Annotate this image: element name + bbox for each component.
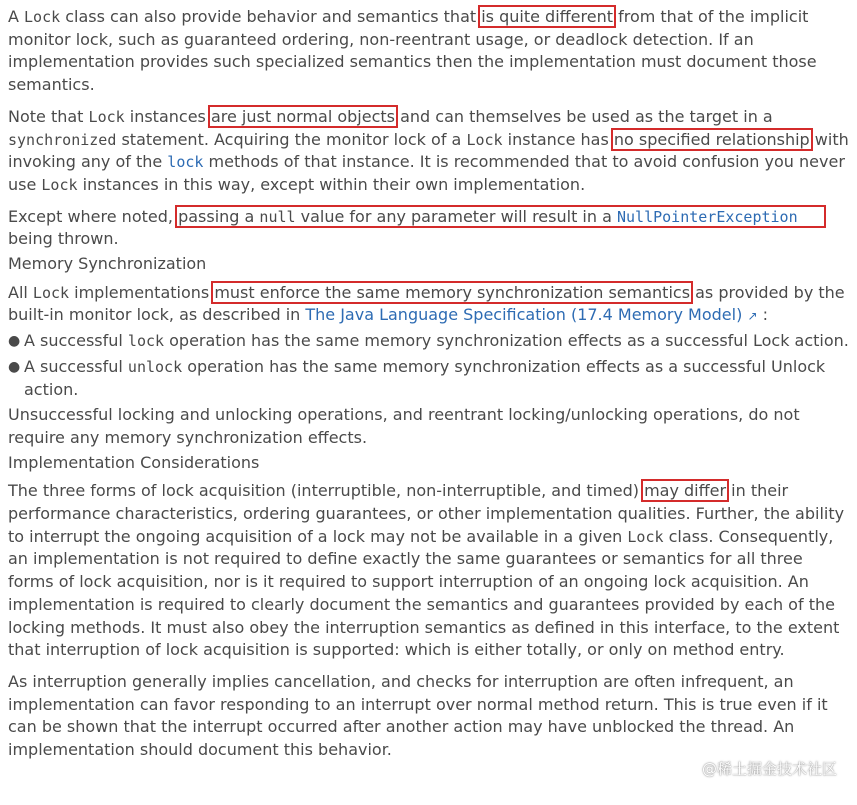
paragraph-memory-sync [8,282,853,328]
heading-memory-synchronization: Memory Synchronization [8,254,207,274]
jls-memory-model-link[interactable] [305,305,742,324]
highlight-box [175,205,826,228]
code-link-lock[interactable]: lock [167,153,204,172]
bullet-icon: ● [8,358,21,375]
text: methods of that instance. It is recommended that to avoid confusion you never use [8,152,845,194]
javadoc-content [8,6,853,771]
code-lock: Lock [32,283,70,302]
text: with invoking any of the [8,129,849,172]
highlight-box: is quite different [478,5,616,28]
highlight-box: no specified relationship [611,128,813,151]
text: instances in this way, except within their own implementation. [77,174,586,194]
text: being thrown. [8,229,119,249]
text: and can themselves be used as the target in a [395,106,773,126]
code-link-npe[interactable]: NullPointerException [616,207,798,226]
text: passing a [178,206,260,226]
paragraph-interruption: As interruption generally implies cancellation, and checks for interruption are often infrequent, an implementation can favor responding to an interrupt over normal method return. This is true even if it can be shown that the interrupt occurred after another action may have unblocked the thread. An implementation should document this behavior. [8,671,828,760]
code-synchronized: synchronized [8,130,117,149]
code-lock: Lock [41,175,78,194]
list-item [8,356,853,401]
code-lock-op: lock [127,332,165,351]
list-item [8,330,853,353]
code-lock: Lock [466,130,503,149]
text: class can also provide behavior and semantics that [60,7,482,26]
text: Except where noted, [8,206,179,226]
paragraph-null-param [8,206,853,251]
text: A successful [24,356,128,376]
text: class. Consequently, an implementation is not required to define exactly the same guarantees or semantics for all three forms of lock acquisition, nor is it required to support interruption of an ongoing lock acquisition. An implementation is required to clearly document the semantics and guarantees provided by each of the locking methods. It must also obey the interruption semantics as defined in this interface, to the extent that interruption of lock acquisition is supported: which is either totally, or only on method entry. [8,526,840,660]
external-link-icon[interactable]: ↗ [747,309,758,324]
highlight-box: must enforce the same memory synchronization semantics [211,281,693,304]
text: Note that [8,106,89,126]
text: The three forms of lock acquisition (interruptible, non-interruptible, and timed) [8,481,645,501]
code-lock: Lock [627,527,664,546]
text: A successful [24,331,128,351]
text: : [757,305,768,325]
text: instance has [502,129,614,149]
highlight-box: may differ [641,479,729,502]
paragraph-lock-instances [8,106,853,197]
text: as provided by the built-in monitor lock, as described in [8,282,845,325]
text: instances [124,106,211,126]
nullpointerexception-link[interactable] [617,207,798,226]
memory-sync-list [8,330,853,401]
text: value for any parameter will result in a [295,206,617,226]
paragraph-lock-acquisition-forms [8,480,853,662]
text: in their performance characteristics, ordering guarantees, or other implementation qualities. Further, the ability to interrupt the ongoing acquisition of a lock may not be available in a given [8,481,845,546]
link-text[interactable]: The Java Language Specification (17.4 Memory Model) [305,305,743,325]
bullet-icon: ● [8,333,21,350]
code-lock: Lock [88,107,125,126]
heading-implementation-considerations: Implementation Considerations [8,452,260,472]
text: implementations [69,282,215,302]
text: from that of the implicit monitor lock, such as guaranteed ordering, non-reentrant usage, or deadlock detection. If an implementation provides such specialized semantics then the implementation must document those semantics. [8,7,817,95]
watermark: @稀土掘金技术社区 [701,760,837,779]
text: A [8,7,25,26]
highlight-box: are just normal objects [208,105,398,128]
code-null: null [259,207,296,226]
paragraph-unsuccessful-locking: Unsuccessful locking and unlocking operations, and reentrant locking/unlocking operations, do not require any memory synchronization effects. [8,405,800,447]
code-unlock-op: unlock [127,357,183,376]
text: All [8,282,33,302]
text: operation has the same memory synchronization effects as a successful Lock action. [164,331,849,351]
text: operation has the same memory synchronization effects as a successful Unlock action. [24,356,826,399]
code-lock: Lock [24,8,61,26]
paragraph-lock-semantics [8,6,853,97]
text: statement. Acquiring the monitor lock of a [116,129,467,149]
lock-method-link[interactable] [167,152,203,171]
